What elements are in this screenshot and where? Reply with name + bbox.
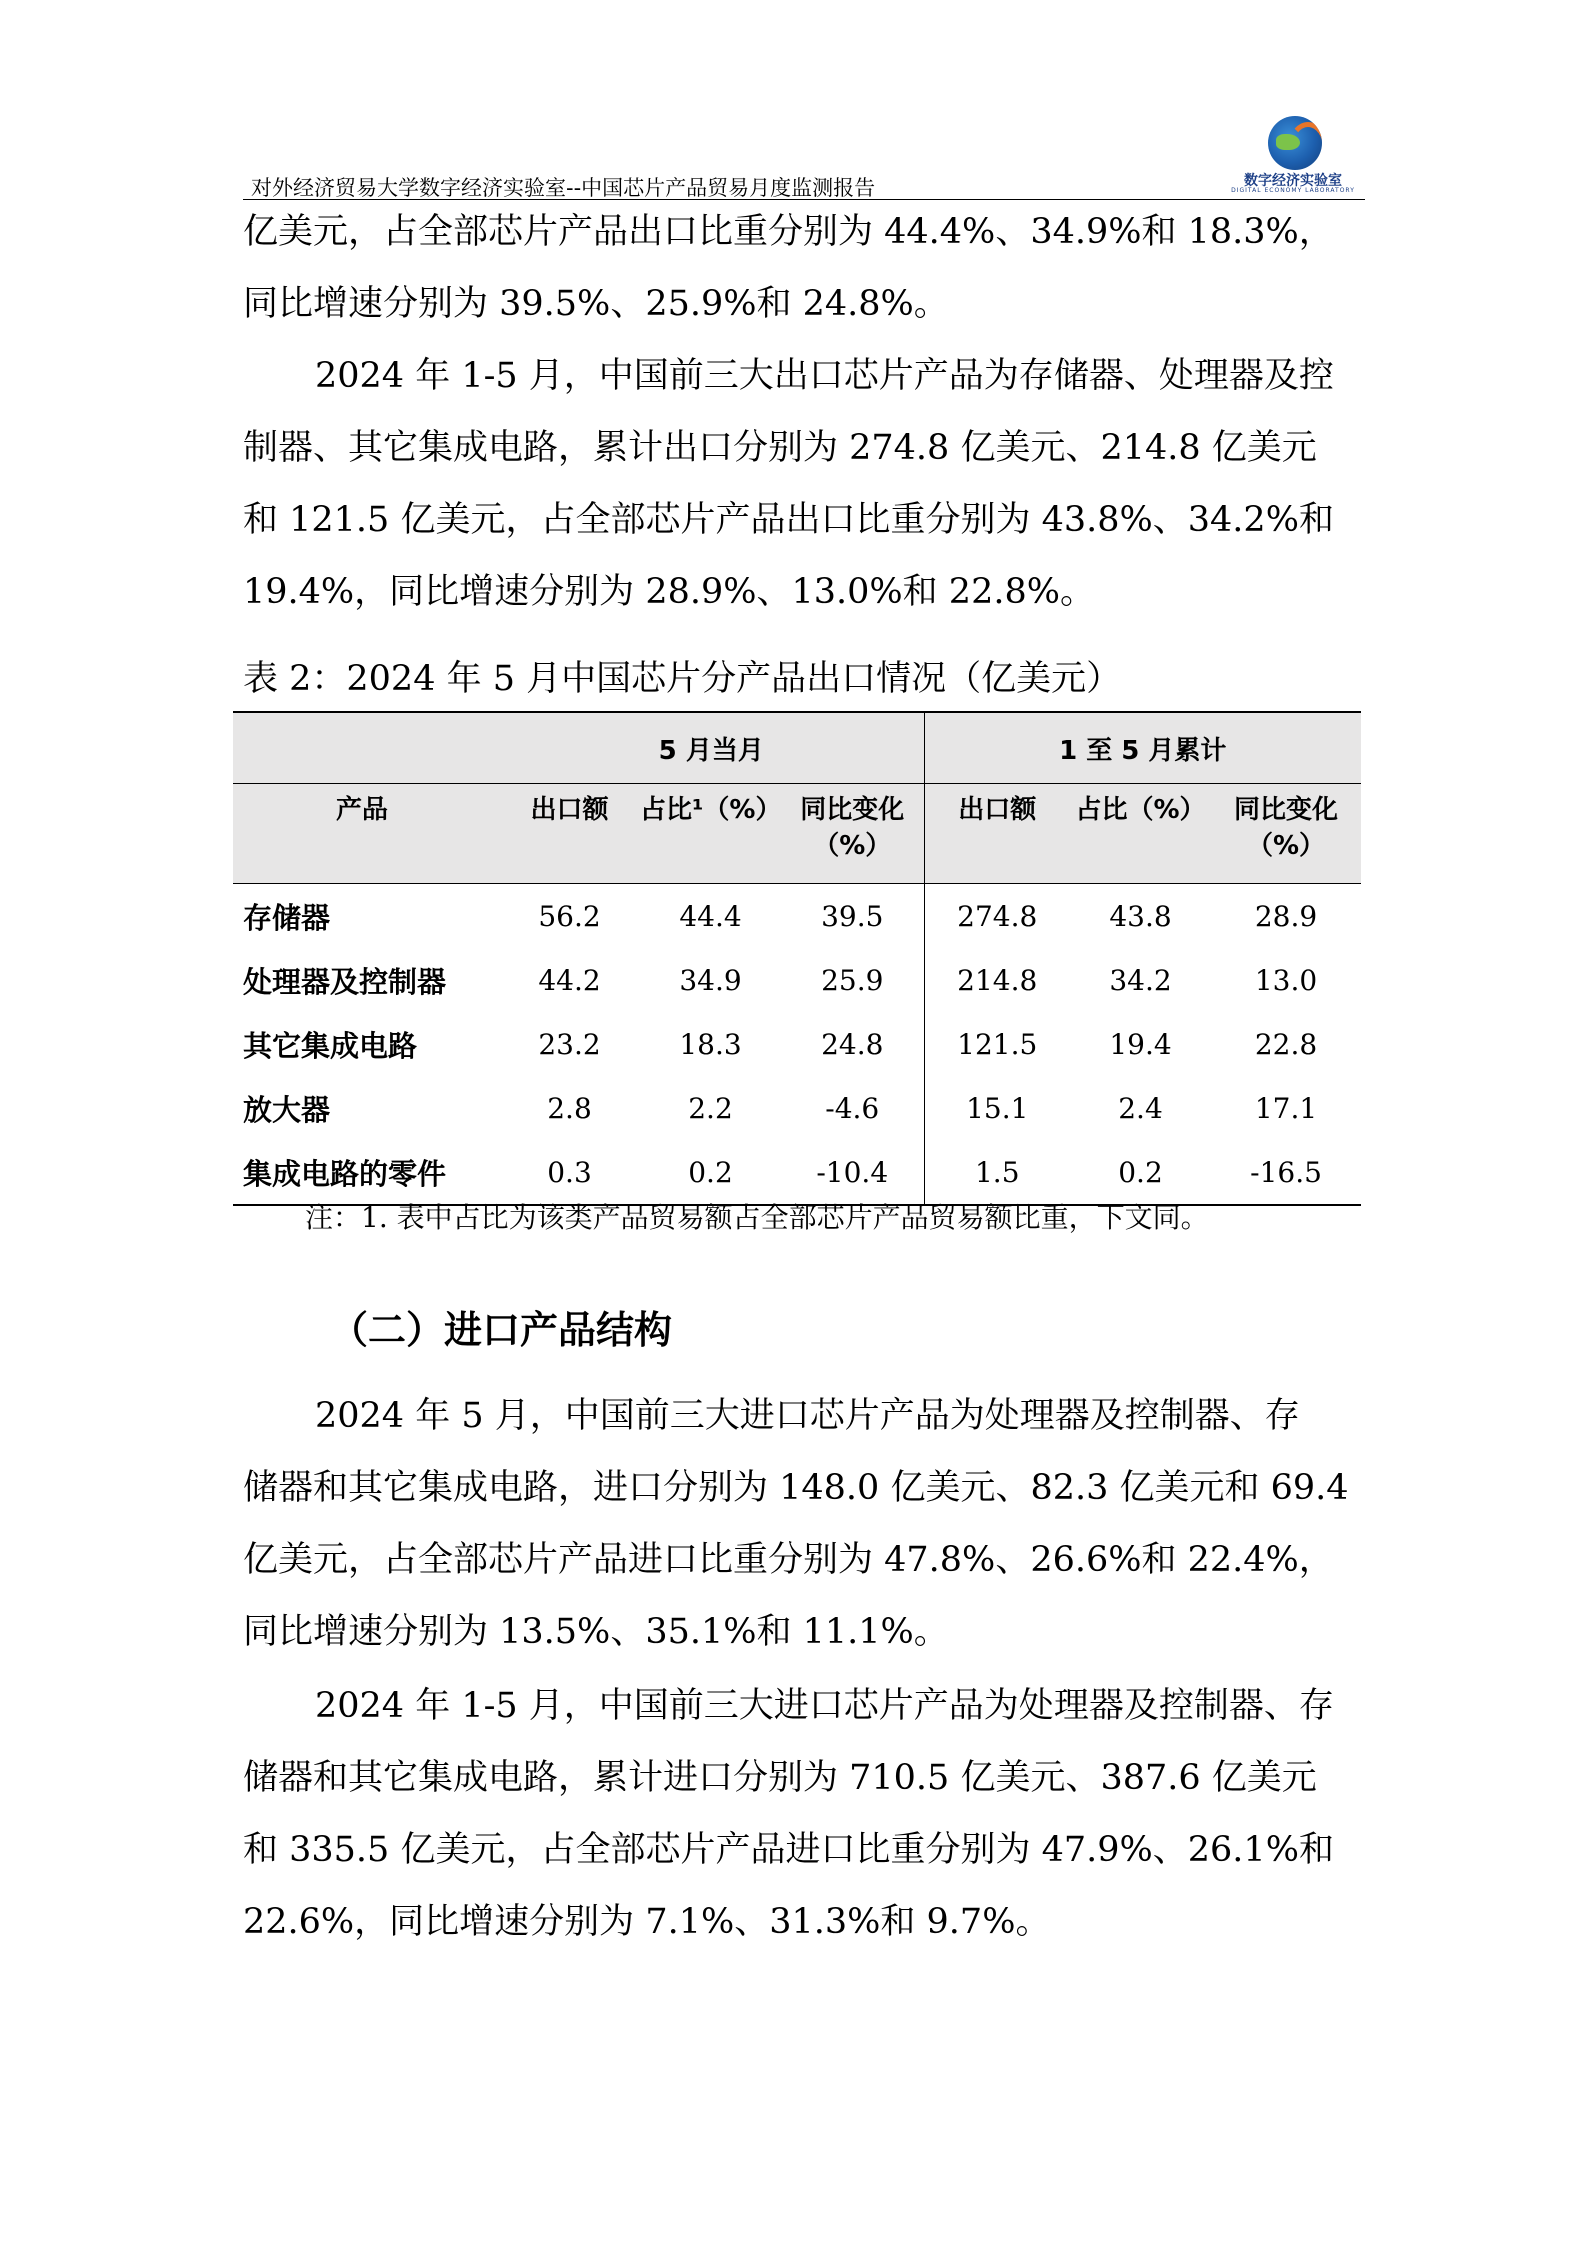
text-line: 22.6%，同比增速分别为 7.1%、31.3%和 9.7%。 — [243, 1902, 1051, 1942]
section-heading: （二）进口产品结构 — [330, 1308, 673, 1352]
text-line: 亿美元，占全部芯片产品出口比重分别为 44.4%、34.9%和 18.3%， — [243, 212, 1334, 252]
col-yoy-label: 同比变化 — [1234, 795, 1339, 825]
globe-icon — [1268, 116, 1322, 170]
col-yoy-label: 同比变化 — [800, 795, 905, 825]
table-row — [233, 1140, 1361, 1205]
header-title: 对外经济贸易大学数字经济实验室--中国芯片产品贸易月度监测报告 — [251, 176, 876, 200]
group-ytd: 1 至 5 月累计 — [924, 712, 1361, 784]
text-line: 和 121.5 亿美元，占全部芯片产品出口比重分别为 43.8%、34.2%和 — [243, 500, 1334, 540]
text-line: 储器和其它集成电路，累计进口分别为 710.5 亿美元、387.6 亿美元 — [243, 1758, 1317, 1798]
logo-subtext: DIGITAL ECONOMY LABORATORY — [1231, 187, 1355, 194]
ytd-export: 274.8 — [957, 899, 1038, 933]
ytd-yoy: -16.5 — [1211, 1140, 1361, 1205]
product-name: 其它集成电路 — [243, 1028, 418, 1063]
may-export: 56.2 — [538, 899, 601, 933]
paragraph-import-may — [243, 1380, 1365, 1668]
may-export: 44.2 — [538, 963, 601, 997]
may-yoy: -10.4 — [781, 1140, 924, 1205]
ytd-export: 1.5 — [924, 1140, 1070, 1205]
may-yoy: 24.8 — [781, 1012, 924, 1076]
ytd-export: 15.1 — [966, 1091, 1029, 1125]
col-may-yoy — [781, 784, 924, 884]
may-share: 0.2 — [640, 1140, 781, 1205]
table-note: 注：1. 表中占比为该类产品贸易额占全部芯片产品贸易额比重，下文同。 — [305, 1201, 1209, 1234]
col-product: 产品 — [233, 784, 499, 884]
ytd-export: 214.8 — [957, 963, 1038, 997]
group-may: 5 月当月 — [499, 712, 924, 784]
text-line: 储器和其它集成电路，进口分别为 148.0 亿美元、82.3 亿美元和 69.4 — [243, 1468, 1349, 1508]
text-line: 同比增速分别为 39.5%、25.9%和 24.8%。 — [243, 284, 949, 324]
text-line: 亿美元，占全部芯片产品进口比重分别为 47.8%、26.6%和 22.4%， — [243, 1540, 1334, 1580]
table-row — [233, 1076, 1361, 1140]
may-share: 2.2 — [688, 1091, 733, 1125]
text-line: 2024 年 1-5 月，中国前三大进口芯片产品为处理器及控制器、存 — [315, 1686, 1334, 1726]
may-share: 44.4 — [679, 899, 742, 933]
text-line: 19.4%，同比增速分别为 28.9%、13.0%和 22.8%。 — [243, 572, 1095, 612]
text-line: 2024 年 5 月，中国前三大进口芯片产品为处理器及控制器、存 — [315, 1396, 1300, 1436]
table-title: 表 2：2024 年 5 月中国芯片分产品出口情况（亿美元） — [243, 659, 1122, 699]
ytd-share: 43.8 — [1109, 899, 1172, 933]
header-empty — [233, 712, 499, 784]
may-yoy: 39.5 — [781, 884, 924, 949]
export-table — [233, 711, 1361, 1206]
col-ytd-export: 出口额 — [924, 784, 1070, 884]
product-name: 放大器 — [243, 1092, 331, 1127]
logo-text: 数字经济实验室 — [1244, 173, 1342, 189]
product-name: 处理器及控制器 — [243, 964, 447, 999]
table-row — [233, 948, 1361, 1012]
text-line: 2024 年 1-5 月，中国前三大出口芯片产品为存储器、处理器及控 — [315, 356, 1334, 396]
product-name: 集成电路的零件 — [233, 1140, 499, 1205]
page-header — [243, 158, 1365, 200]
col-ytd-yoy — [1211, 784, 1361, 884]
ytd-yoy: 13.0 — [1254, 963, 1318, 997]
ytd-share: 2.4 — [1118, 1091, 1163, 1125]
ytd-yoy: 17.1 — [1254, 1091, 1318, 1125]
paragraph-import-ytd — [243, 1670, 1365, 1958]
col-yoy-unit: （%） — [813, 831, 892, 861]
table-row — [233, 1012, 1361, 1076]
text-line: 制器、其它集成电路，累计出口分别为 274.8 亿美元、214.8 亿美元 — [243, 428, 1317, 468]
col-may-export: 出口额 — [499, 784, 640, 884]
may-yoy: -4.6 — [781, 1076, 924, 1140]
text-line: 同比增速分别为 13.5%、35.1%和 11.1%。 — [243, 1612, 949, 1652]
ytd-yoy: 22.8 — [1254, 1027, 1318, 1061]
col-yoy-unit: （%） — [1246, 831, 1326, 861]
paragraph-continued — [243, 196, 1365, 340]
col-ytd-share: 占比（%） — [1070, 784, 1211, 884]
may-export: 2.8 — [547, 1091, 592, 1125]
ytd-yoy: 28.9 — [1254, 899, 1318, 933]
col-may-share: 占比¹（%） — [640, 784, 781, 884]
table-row — [233, 884, 1361, 949]
ytd-share: 0.2 — [1070, 1140, 1211, 1205]
may-export: 23.2 — [538, 1027, 601, 1061]
ytd-export: 121.5 — [957, 1027, 1038, 1061]
ytd-share: 34.2 — [1109, 963, 1172, 997]
ytd-share: 19.4 — [1109, 1027, 1172, 1061]
may-share: 18.3 — [679, 1027, 742, 1061]
may-export: 0.3 — [499, 1140, 640, 1205]
text-line: 和 335.5 亿美元，占全部芯片产品进口比重分别为 47.9%、26.1%和 — [243, 1830, 1334, 1870]
may-share: 34.9 — [679, 963, 742, 997]
paragraph-export-ytd — [243, 340, 1365, 628]
may-yoy: 25.9 — [781, 948, 924, 1012]
lab-logo — [1218, 104, 1368, 194]
product-name: 存储器 — [243, 900, 331, 935]
